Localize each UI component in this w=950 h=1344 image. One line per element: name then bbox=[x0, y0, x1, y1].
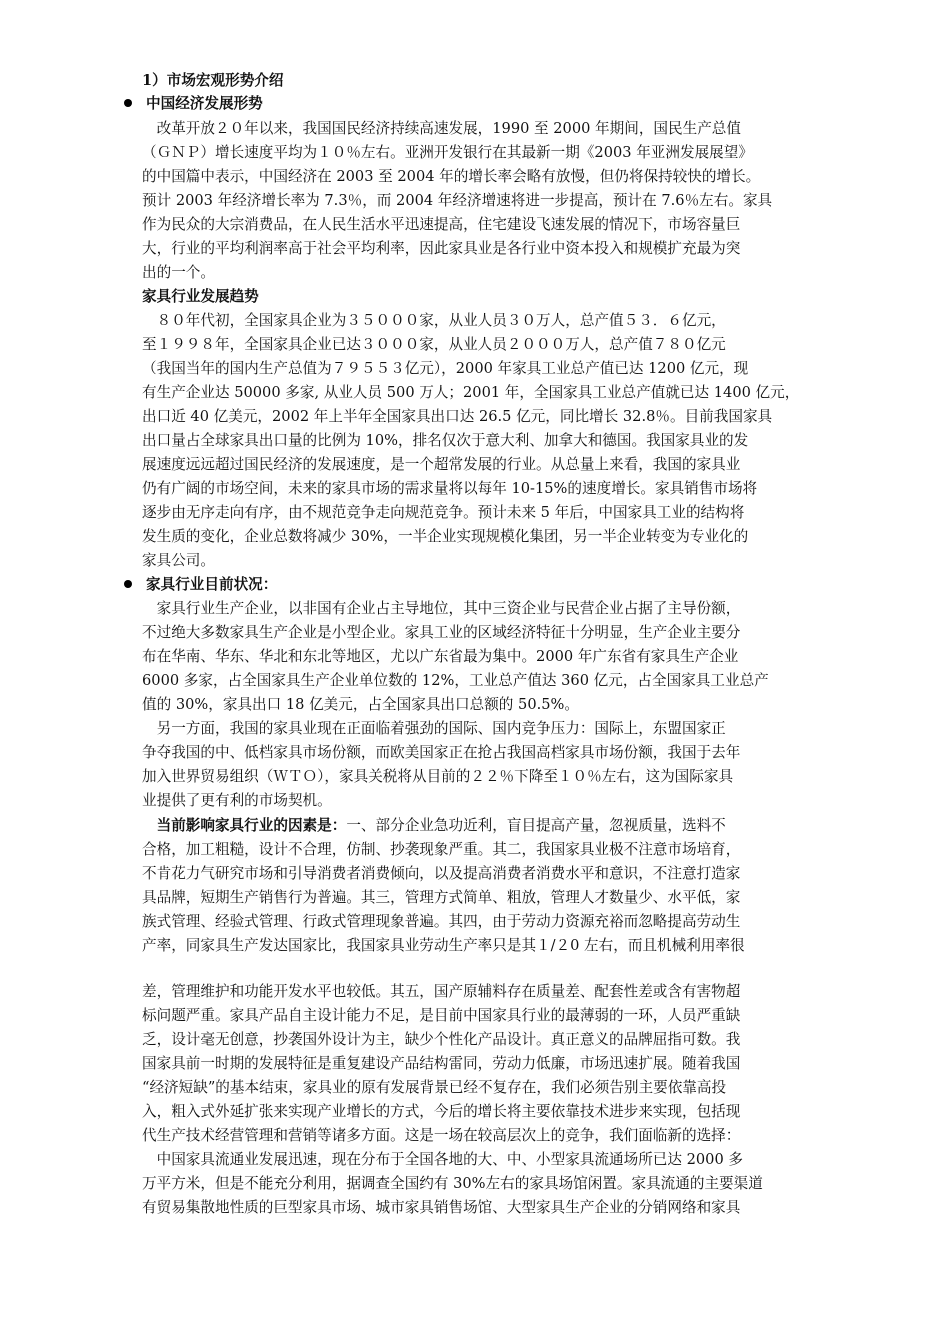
text-line: 发生质的变化，企业总数将减少 30%，一半企业实现规模化集团，另一半企业转变为专业化的 bbox=[142, 528, 749, 545]
text-line: 仍有广阔的市场空间，未来的家具市场的需求量将以每年 10-15%的速度增长。家具销售市场将 bbox=[142, 480, 758, 497]
text-line: ８０年代初，全国家具企业为３５０００家，从业人员３０万人，总产值５３．６亿元， bbox=[142, 312, 726, 329]
heading-trend-row bbox=[142, 285, 834, 309]
text-line: 具品牌，短期生产销售行为普遍。其三，管理方式简单、粗放，管理人才数量少、水平低，家 bbox=[142, 889, 741, 906]
paragraph-economy bbox=[142, 117, 834, 285]
text-line: 代生产技术经营管理和营销等诸多方面。这是一场在较高层次上的竞争，我们面临新的选择： bbox=[142, 1127, 741, 1144]
text-line: 出的一个。 bbox=[142, 264, 215, 281]
text-line: 家具行业生产企业，以非国有企业占主导地位，其中三资企业与民营企业占据了主导份额， bbox=[142, 600, 741, 617]
text-line: 大，行业的平均利润率高于社会平均利率，因此家具业是各行业中资本投入和规模扩充最为突 bbox=[142, 240, 741, 257]
text-line: （ＧＮＰ）增长速度平均为１０％左右。亚洲开发银行在其最新一期《2003 年亚洲发展展望》 bbox=[142, 144, 753, 161]
text-line: 出口量占全球家具出口量的比例为 10%，排名仅次于意大利、加拿大和德国。我国家具业的发 bbox=[142, 432, 749, 449]
factors-lead: 当前影响家具行业的因素是： bbox=[142, 817, 347, 834]
paragraph-factors-continued bbox=[142, 980, 834, 1148]
text-line: “经济短缺”的基本结束，家具业的原有发展背景已经不复存在，我们必须告别主要依靠高投 bbox=[142, 1079, 727, 1096]
text-line: 作为民众的大宗消费品，在人民生活水平迅速提高，住宅建设飞速发展的情况下，市场容量巨 bbox=[142, 216, 741, 233]
text-line bbox=[142, 814, 834, 838]
text-line: 入，粗入式外延扩张来实现产业增长的方式，今后的增长将主要依靠技术进步来实现，包括现 bbox=[142, 1103, 741, 1120]
paragraph-trend bbox=[142, 309, 834, 573]
text-line: 至１９９８年，全国家具企业已达３０００家，从业人员２０００万人，总产值７８０亿元 bbox=[142, 336, 726, 353]
text-line: 产率，同家具生产发达国家比，我国家具业劳动生产率只是其１/２0 左右，而且机械利用率很 bbox=[142, 937, 745, 954]
text-line: 预计 2003 年经济增长率为 7.3％，而 2004 年经济增速将进一步提高，预计在 7.6％左右。家具 bbox=[142, 192, 773, 209]
bullet-heading-status bbox=[124, 573, 277, 597]
paragraph-distribution bbox=[142, 1148, 834, 1220]
text-line: 万平方米，但是不能充分利用，据调查全国约有 30%左右的家具场馆闲置。家具流通的主要渠道 bbox=[142, 1175, 763, 1192]
text-line: 业提供了更有利的市场契机。 bbox=[142, 792, 332, 809]
text-line: 有贸易集散地性质的巨型家具市场、城市家具销售场馆、大型家具生产企业的分销网络和家具 bbox=[142, 1199, 741, 1216]
text-line: 有生产企业达 50000 多家, 从业人员 500 万人；2001 年，全国家具工业总产值就已达 1400 亿元， bbox=[142, 384, 800, 401]
bullet-icon bbox=[124, 580, 132, 588]
paragraph-status-2 bbox=[142, 717, 834, 813]
section-heading bbox=[142, 69, 834, 93]
text-line: 差，管理维护和功能开发水平也较低。其五，国产原辅料存在质量差、配套性差或含有害物超 bbox=[142, 983, 741, 1000]
text-line: 乏，设计毫无创意，抄袭国外设计为主，缺少个性化产品设计。真正意义的品牌屈指可数。我 bbox=[142, 1031, 741, 1048]
text-line: 的中国篇中表示，中国经济在 2003 至 2004 年的增长率会略有放慢，但仍将保持较快的增长。 bbox=[142, 168, 761, 185]
text-line: 中国家具流通业发展迅速，现在分布于全国各地的大、中、小型家具流通场所已达 2000 多 bbox=[142, 1151, 743, 1168]
text-line: 家具公司。 bbox=[142, 552, 215, 569]
text-line: 6000 多家，占全国家具生产企业单位数的 12%，工业总产值达 360 亿元，占全国家具工业总产 bbox=[142, 672, 769, 689]
text-line: 展速度远远超过国民经济的发展速度，是一个超常发展的行业。从总量上来看，我国的家具业 bbox=[142, 456, 741, 473]
text-line: 不肯花力气研究市场和引导消费者消费倾向，以及提高消费者消费水平和意识，不注意打造家 bbox=[142, 865, 741, 882]
paragraph-factors bbox=[142, 814, 834, 958]
text-line: 族式管理、经验式管理、行政式管理现象普遍。其四，由于劳动力资源充裕而忽略提高劳动生 bbox=[142, 913, 741, 930]
heading-economy: 中国经济发展形势 bbox=[146, 95, 263, 112]
text-line: 不过绝大多数家具生产企业是小型企业。家具工业的区域经济特征十分明显，生产企业主要分 bbox=[142, 624, 741, 641]
text-line: 加入世界贸易组织（ＷＴＯ），家具关税将从目前的２２％下降至１０％左右，这为国际家具 bbox=[142, 768, 734, 785]
heading-trend: 家具行业发展趋势 bbox=[142, 288, 259, 305]
text-line: 值的 30%，家具出口 18 亿美元，占全国家具出口总额的 50.5%。 bbox=[142, 696, 579, 713]
text-line: 另一方面，我国的家具业现在正面临着强劲的国际、国内竞争压力：国际上，东盟国家正 bbox=[142, 720, 726, 737]
text-line: 标问题严重。家具产品自主设计能力不足，是目前中国家具行业的最薄弱的一环，人员严重缺 bbox=[142, 1007, 741, 1024]
text-line: 布在华南、华东、华北和东北等地区，尤以广东省最为集中。2000 年广东省有家具生产企业 bbox=[142, 648, 739, 665]
text-line: 国家具前一时期的发展特征是重复建设产品结构雷同，劳动力低廉，市场迅速扩展。随着我国 bbox=[142, 1055, 741, 1072]
text-line: 争夺我国的中、低档家具市场份额，而欧美国家正在抢占我国高档家具市场份额，我国于去年 bbox=[142, 744, 741, 761]
section-title: 1）市场宏观形势介绍 bbox=[142, 72, 284, 89]
bullet-icon bbox=[124, 99, 132, 107]
paragraph-status-1 bbox=[142, 597, 834, 717]
text-line: 逐步由无序走向有序，由不规范竞争走向规范竞争。预计未来 5 年后，中国家具工业的结构将 bbox=[142, 504, 745, 521]
bullet-heading-economy bbox=[124, 92, 263, 116]
text-line: 改革开放２０年以来，我国国民经济持续高速发展，1990 至 2000 年期间，国民生产总值 bbox=[142, 120, 741, 137]
text-line: 合格，加工粗糙，设计不合理，仿制、抄袭现象严重。其二，我国家具业极不注意市场培育， bbox=[142, 841, 741, 858]
text-line: （我国当年的国内生产总值为７９５５３亿元），2000 年家具工业总产值已达 1200 亿元，现 bbox=[142, 360, 749, 377]
heading-status: 家具行业目前状况： bbox=[146, 576, 278, 593]
factors-first: 一、部分企业急功近利，盲目提高产量，忽视质量，选料不 bbox=[346, 817, 726, 834]
text-line: 出口近 40 亿美元，2002 年上半年全国家具出口达 26.5 亿元，同比增长 32.8％。目前我国家具 bbox=[142, 408, 773, 425]
